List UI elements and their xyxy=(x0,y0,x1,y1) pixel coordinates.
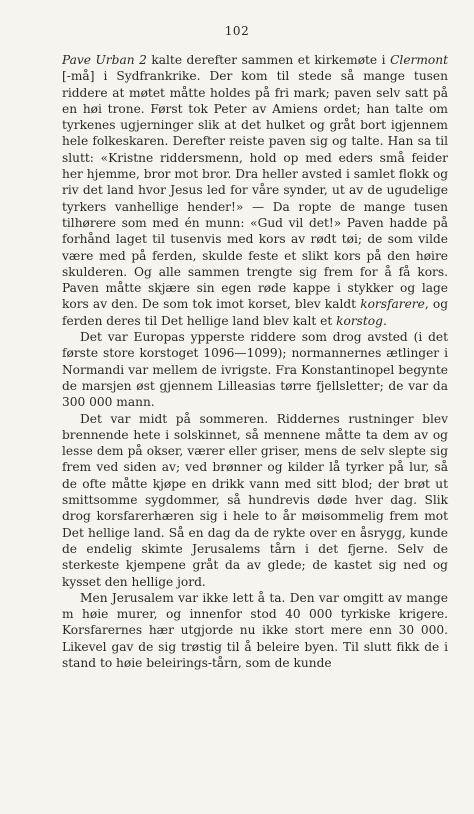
text-run: kalte derefter sammen et kirkemøte i xyxy=(146,53,391,67)
text-run: Det var midt på sommeren. Riddernes rustninger blev brennende hete i solskinnet, så mennene måtte ta dem av og lesse dem på okser, værer eller griser, mens de selv slepte sig frem ved siden av; ved brønner og kilder lå tyrker på lur, så de ofte måtte kjøpe en drikk vann med sitt blod; der brøt ut smittsomme sygdommer, så hundrevis døde hver dag. Slik drog korsfarerhæren sig i hele to år møisommelig frem mot Det hellige land. Så en dag da de rykte over en åsrygg, kunde de endelig skimte Jerusalems tårn i det fjerne. Selv de sterkeste kjempene gråt da av glede; de kastet sig ned og kysset den hellige jord. xyxy=(62,411,448,589)
page-number: 102 xyxy=(224,24,250,38)
italic-text: korstog xyxy=(336,313,383,328)
text-run: Men Jerusalem var ikke lett å ta. Den var omgitt av mange m høie murer, og innenfor stod 40 000 tyrkiske krigere. Korsfarernes hær utgjorde nu ikke stort mere enn 30 000. Likevel gav de sig trøstig til å beleire byen. Til slutt fikk de i stand to høie beleirings-tårn, som de kunde xyxy=(62,590,448,670)
italic-text: Pave Urban 2 xyxy=(62,53,147,67)
italic-text: korsfarere xyxy=(360,297,425,312)
text-run: , og ferden deres til Det hellige land blev kalt et xyxy=(62,297,448,328)
paragraph xyxy=(62,52,448,329)
paragraph xyxy=(62,411,448,590)
body-text xyxy=(62,52,448,671)
text-run: [-må] i Sydfrankrike. Der kom til stede så mange tusen riddere at møtet måtte holdes på fri mark; paven selv satt på en høi trone. Først tok Peter av Amiens ordet; han talte om tyrkenes ugjerninger slik at det hulket og gråt bort igjennem hele folkeskaren. Derefter reiste paven sig og talte. Han sa til slutt: «Kristne riddersmenn, hold op med eders små feider her hjemme, bror mot bror. Dra heller avsted i samlet flokk og riv det land hvor Jesus led for våre synder, ut av de ugudelige tyrkers vanhellige hender!» — Da ropte de mange tusen tilhørere som med én munn: «Gud vil det!» Paven hadde på forhånd laget til tusenvis med kors av rødt tøi; de som vilde være med på ferden, skulde feste et slikt kors på den høire skulderen. Og alle sammen trengte sig frem for å få kors. Paven måtte skjære sin egen røde kappe i stykker og lage kors av den. De som tok imot korset, blev kaldt xyxy=(62,69,448,312)
text-run: Det var Europas ypperste riddere som drog avsted (i det første store korstoget 1096—1099); normannernes ætlinger i Normandi var mellem de ivrigste. Fra Konstantinopel begynte de marsjen øst gjennem Lilleasias tørre fjellsletter; de var da 300 000 mann. xyxy=(62,330,448,410)
text-run: . xyxy=(382,313,387,328)
paragraph xyxy=(62,329,448,410)
italic-text: Clermont xyxy=(390,53,448,67)
paragraph xyxy=(62,590,448,671)
